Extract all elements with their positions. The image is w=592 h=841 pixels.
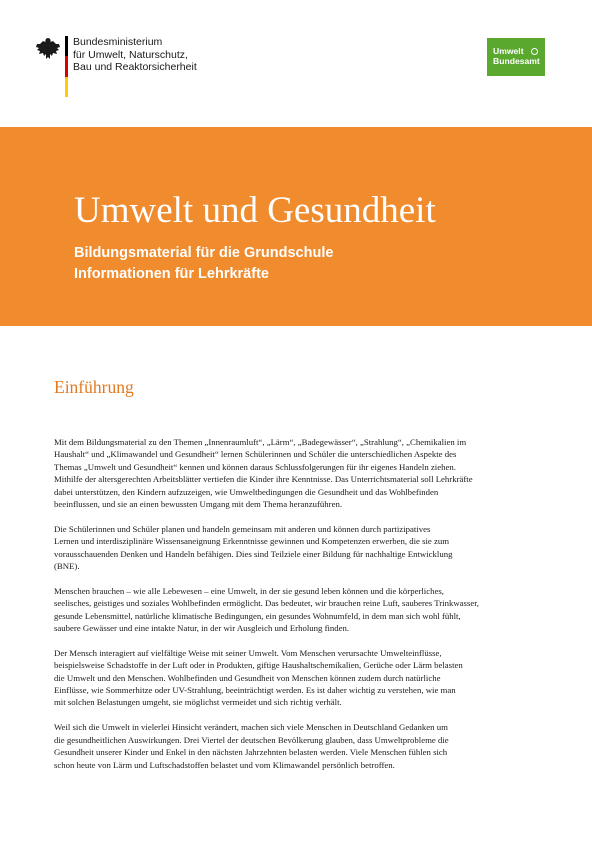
flag-stripe-gold: [65, 77, 68, 97]
title-banner: [0, 127, 592, 326]
logo-line-1: Umwelt: [493, 46, 524, 56]
paragraph-line: Mithilfe der altersgerechten Arbeitsblätter vertiefen die Kinder ihre Kenntnisse. Das Unterrichtsmaterial soll Lehrkräfte: [54, 474, 473, 485]
logo-line-2: Bundesamt: [493, 56, 540, 66]
ministry-line: für Umwelt, Naturschutz,: [73, 48, 188, 61]
paragraph-line: Themas „Umwelt und Gesundheit“ kennen und können daraus Schlussfolgerungen für ihr eigenes Handeln ziehen.: [54, 461, 456, 472]
ministry-name: [73, 36, 197, 74]
ministry-line: Bundesministerium: [73, 36, 163, 48]
paragraph-line: die Umwelt und den Menschen. Wohlbefinden und Gesundheit von Menschen können zudem durch natürliche: [54, 672, 441, 683]
paragraph-line: (BNE).: [54, 561, 80, 572]
paragraph-line: Die Schülerinnen und Schüler planen und handeln gemeinsam mit anderen und können durch partizipatives: [54, 523, 431, 534]
paragraph-line: seelisches, geistiges und soziales Wohlbefinden ermöglicht. Das bedeutet, wir brauchen reine Luft, sauberes Trinkwasser,: [54, 598, 479, 609]
body-text: [54, 436, 548, 783]
federal-eagle-icon: [34, 36, 62, 62]
paragraph-line: Einflüsse, wie Sommerhitze oder UV-Strahlung, beeinträchtigt werden. Es ist daher wichtig zu verstehen, wie man: [54, 685, 456, 696]
document-subtitle-line: Bildungsmaterial für die Grundschule: [74, 245, 334, 261]
umweltbundesamt-logo: [487, 38, 545, 76]
paragraph-line: Menschen brauchen – wie alle Lebewesen – eine Umwelt, in der sie gesund leben können und die körperliches,: [54, 585, 444, 596]
ministry-line: Bau und Reaktorsicherheit: [73, 61, 197, 73]
paragraph-line: Der Mensch interagiert auf vielfältige Weise mit seiner Umwelt. Vom Menschen verursachte Umwelteinflüsse,: [54, 647, 442, 658]
flag-stripe-red: [65, 56, 68, 76]
paragraph-line: die gesundheitlichen Auswirkungen. Drei Viertel der deutschen Bevölkerung glauben, dass Umweltprobleme die: [54, 734, 449, 745]
paragraph-line: Lernen und interdisziplinäre Wissensaneignung Erkenntnisse gewinnen und Kompetenzen erwerben, die sie zum: [54, 536, 450, 547]
leaf-icon: [531, 48, 538, 55]
paragraph: [54, 436, 548, 510]
paragraph-line: saubere Gewässer und eine intakte Natur, in der wir Ausgleich und Erholung finden.: [54, 623, 350, 634]
paragraph-line: beeinflussen, und sie an einen bewussten Umgang mit dem Thema heranzuführen.: [54, 499, 343, 510]
paragraph: [54, 585, 548, 635]
flag-stripe-black: [65, 36, 68, 56]
german-flag-bar: [65, 36, 68, 97]
paragraph-line: gesunde Lebensmittel, natürliche klimatische Bedingungen, ein gesundes Wohnumfeld, in dem man sich wohl fühlt,: [54, 610, 461, 621]
document-title: Umwelt und Gesundheit: [74, 190, 436, 231]
paragraph: [54, 721, 548, 771]
paragraph-line: vorausschauenden Denken und Handeln befähigen. Dies sind Teilziele einer Bildung für nachhaltige Entwicklung: [54, 548, 453, 559]
paragraph-line: mit solchen Belastungen umgeht, sie möglichst vermeidet und sich richtig verhält.: [54, 697, 342, 708]
paragraph: [54, 647, 548, 709]
paragraph-line: Mit dem Bildungsmaterial zu den Themen „Innenraumluft“, „Lärm“, „Badegewässer“, „Strahlung“, „Chemikalien im: [54, 437, 467, 447]
paragraph-line: Weil sich die Umwelt in vielerlei Hinsicht verändert, machen sich viele Menschen in Deutschland Gedanken um: [54, 722, 448, 733]
paragraph-line: beispielsweise Schadstoffe in der Luft oder in Produkten, giftige Haushaltschemikalien, Gerüche oder Lärm belasten: [54, 660, 463, 671]
document-subtitle-line: Informationen für Lehrkräfte: [74, 266, 269, 282]
page-header: [0, 0, 592, 127]
paragraph-line: dabei unterstützen, den Kindern aufzuzeigen, wie Umweltbedingungen die Gesundheit und das Wohlbefinden: [54, 486, 439, 497]
paragraph-line: Gesundheit unserer Kinder und Enkel in den nächsten Jahrzehnten belasten werden. Viele Menschen fühlen sich: [54, 747, 448, 758]
paragraph-line: Haushalt“ und „Klimawandel und Gesundheit“ lernen Schülerinnen und Schüler die unterschiedlichen Aspekte des: [54, 449, 457, 460]
paragraph: [54, 523, 548, 573]
section-heading: Einführung: [54, 377, 134, 397]
paragraph-line: schon heute von Lärm und Luftschadstoffen belastet und vom Klimawandel persönlich betroffen.: [54, 759, 395, 770]
